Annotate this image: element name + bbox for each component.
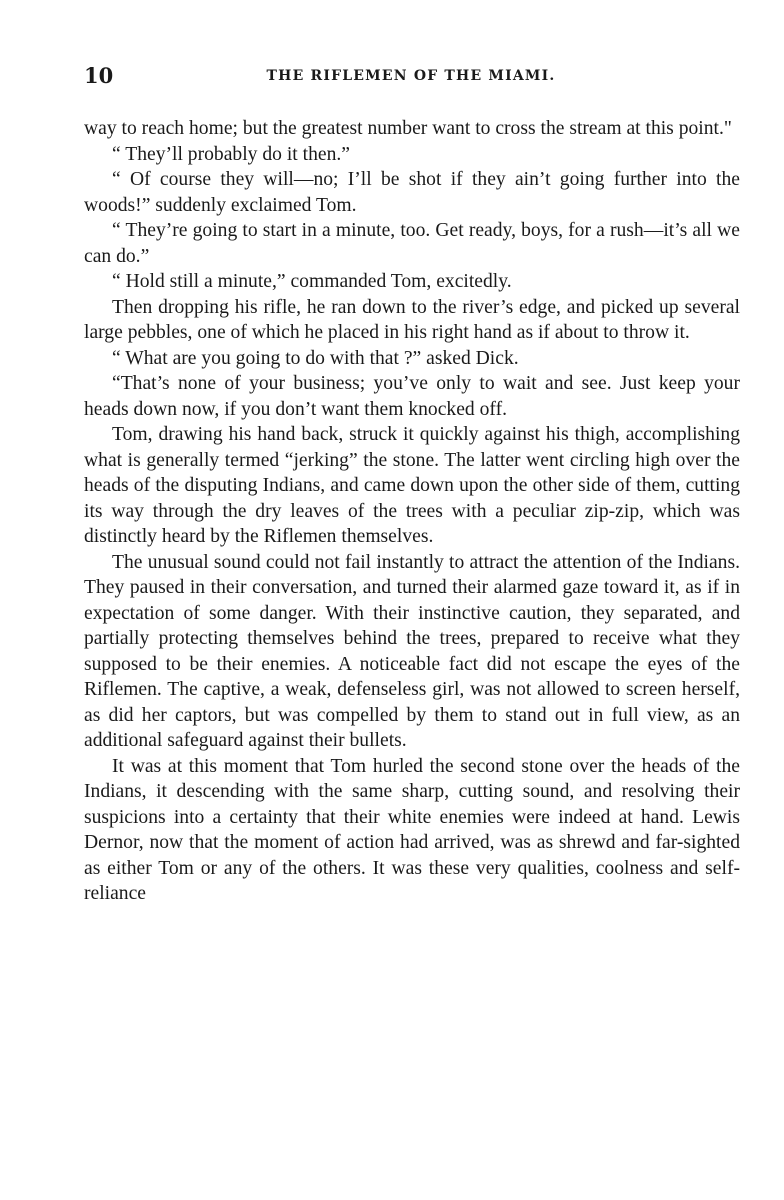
page-number: 10 bbox=[84, 63, 114, 88]
paragraph-5: “ Hold still a minute,” commanded Tom, excitedly. bbox=[112, 271, 512, 292]
paragraph-3: “ Of course they will—no; I’ll be shot if they ain’t going further into the woods!” suddenly exclaimed Tom. bbox=[84, 169, 740, 216]
paragraph-10: The unusual sound could not fail instantly to attract the attention of the Indians. They paused in their conversation, and turned their alarmed gaze toward it, as if in expectation of some danger. With their instinctive caution, they separated, and partially protecting themselves behind the trees, prepared to receive what they supposed to be their enemies. A noticeable fact did not escape the eyes of the Riflemen. The captive, a weak, defenseless girl, was not allowed to screen herself, as did her captors, but was compelled by them to stand out in full view, as an additional safeguard against their bullets. bbox=[84, 551, 740, 751]
running-head bbox=[84, 62, 738, 92]
body-text bbox=[84, 116, 740, 907]
running-title: THE RIFLEMEN OF THE MIAMI. bbox=[266, 68, 556, 84]
paragraph-8: “That’s none of your business; you’ve only to wait and see. Just keep your heads down now, if you don’t want them knocked off. bbox=[84, 373, 740, 420]
paragraph-11: It was at this moment that Tom hurled the second stone over the heads of the Indians, it descending with the same sharp, cutting sound, and resolving their suspicions into a certainty that their white enemies were indeed at hand. Lewis Dernor, now that the moment of action had arrived, was as shrewd and far-sighted as either Tom or any of the others. It was these very qualities, coolness and self-reliance bbox=[84, 755, 740, 904]
paragraph-4: “ They’re going to start in a minute, too. Get ready, boys, for a rush—it’s all we can do.” bbox=[84, 220, 740, 267]
paragraph-7: “ What are you going to do with that ?” asked Dick. bbox=[112, 347, 519, 369]
paragraph-1: way to reach home; but the greatest number want to cross the stream at this point." bbox=[84, 118, 732, 139]
paragraph-2: “ They’ll probably do it then.” bbox=[112, 143, 350, 165]
paragraph-9: Tom, drawing his hand back, struck it quickly against his thigh, accomplishing what is generally termed “jerking” the stone. The latter went circling high over the heads of the disputing Indians, and came down upon the other side of them, cutting its way through the dry leaves of the trees with a peculiar zip-zip, which was distinctly heard by the Riflemen themselves. bbox=[84, 424, 740, 547]
paragraph-6: Then dropping his rifle, he ran down to the river’s edge, and picked up several large pebbles, one of which he placed in his right hand as if about to throw it. bbox=[84, 296, 740, 343]
